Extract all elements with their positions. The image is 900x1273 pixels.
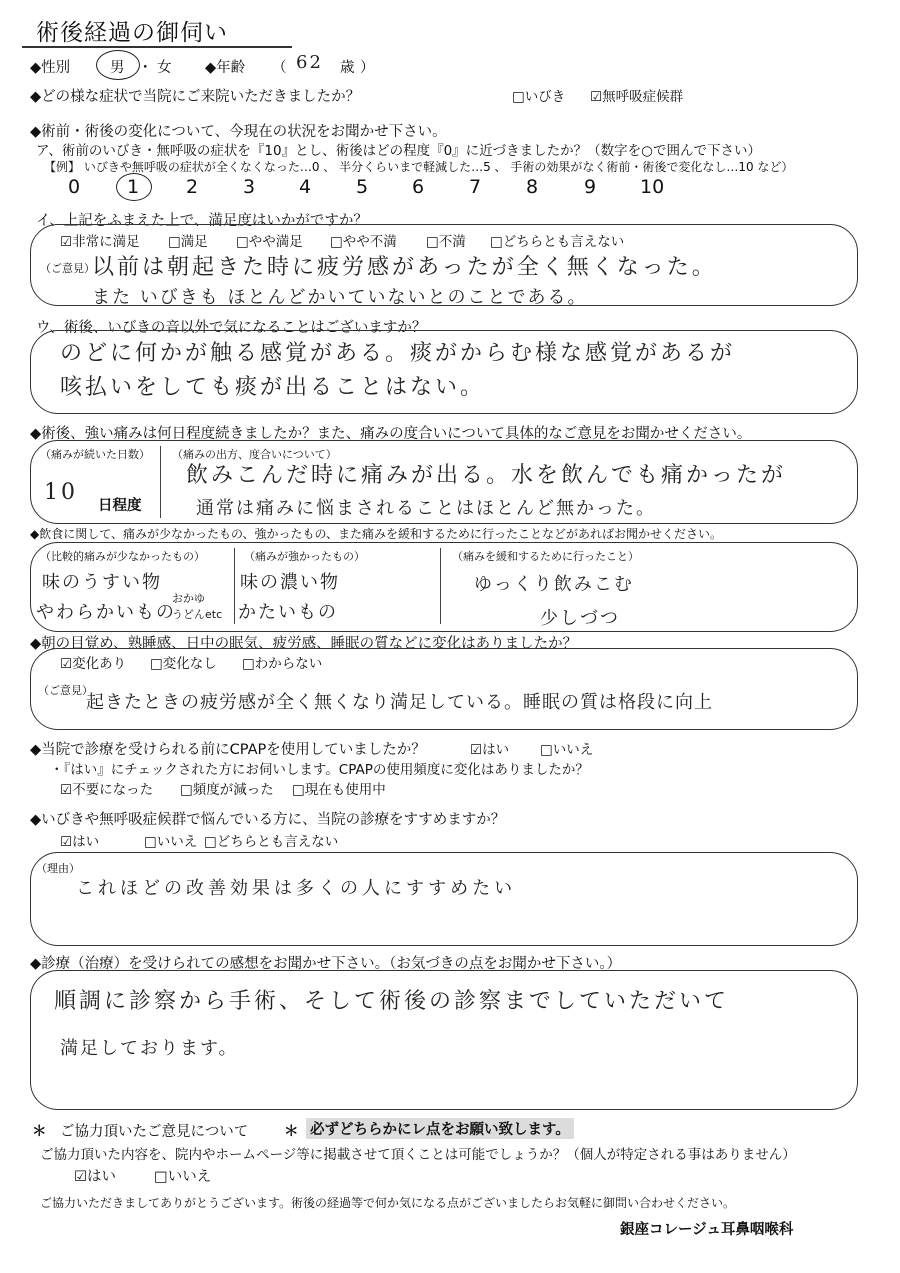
age-label: ◆年齢 (205, 60, 246, 76)
scale-option-0[interactable]: 0 (68, 176, 81, 198)
q10-answer-line2[interactable]: 満足しております。 (60, 1038, 239, 1059)
q5-divider (160, 446, 161, 518)
q9-option[interactable]: ☑はい (60, 834, 100, 850)
q8-sub-option[interactable]: □頻度が減った (180, 782, 274, 798)
q1-snoring-checkbox[interactable]: □いびき (512, 89, 566, 105)
q7-option[interactable]: ☑変化あり (60, 656, 127, 672)
q8-question: ◆当院で診療を受けられる前にCPAPを使用していましたか？ (30, 742, 426, 758)
q10-question: ◆診療（治療）を受けられての感想をお聞かせ下さい。（お気づきの点をお聞かせ下さい。） (30, 956, 622, 972)
q5-days-label: （痛みが続いた日数） (40, 448, 150, 461)
q6-col2-label: （痛みが強かったもの） (244, 550, 365, 563)
q5-days-unit: 日程度 (98, 498, 142, 514)
q3-option[interactable]: ☑非常に満足 (60, 234, 140, 250)
scale-option-2[interactable]: 2 (186, 176, 199, 198)
consent-question: ご協力頂いた内容を、院内やホームページ等に掲載させて頂くことは可能でしょうか？（個人が特定される事はありません） (40, 1147, 796, 1163)
sex-separator: ・ (138, 60, 153, 76)
q3-opinion-label: （ご意見） (40, 262, 95, 275)
q6-col2-answer-a[interactable]: 味の濃い物 (240, 572, 340, 593)
q8-yes-checkbox[interactable]: ☑はい (470, 742, 510, 758)
q6-divider-1 (234, 548, 235, 624)
selection-circle (96, 50, 140, 80)
consent-no-checkbox[interactable]: □いいえ (154, 1169, 212, 1185)
q6-divider-2 (440, 548, 441, 624)
q4-question: ウ、術後、いびきの音以外で気になることはございますか？ (36, 320, 427, 336)
q8-sub-option[interactable]: □現在も使用中 (292, 782, 386, 798)
q6-col1-answer-c[interactable]: おかゆ (172, 592, 205, 605)
q3-option[interactable]: □やや不満 (330, 234, 397, 250)
q6-col1-answer-d[interactable]: うどんetc (172, 608, 223, 621)
scale-option-4[interactable]: 4 (299, 176, 312, 198)
q7-option[interactable]: □わからない (242, 656, 323, 672)
q4-answer-line2[interactable]: 咳払いをしても痰が出ることはない。 (60, 375, 486, 400)
q3-question: イ、上記をふまえた上で、満足度はいかがですか？ (36, 213, 368, 229)
title-underline (22, 46, 292, 48)
q8-no-checkbox[interactable]: □いいえ (540, 742, 594, 758)
q7-option[interactable]: □変化なし (150, 656, 217, 672)
q5-detail-label: （痛みの出方、度合いについて） (172, 448, 337, 461)
q3-option[interactable]: □不満 (426, 234, 466, 250)
q9-option[interactable]: □どちらとも言えない (204, 834, 339, 850)
q6-col2-answer-b[interactable]: かたいもの (238, 602, 338, 623)
scale-option-6[interactable]: 6 (412, 176, 425, 198)
q3-answer-line2[interactable]: また いびきも ほとんどかいていないとのことである。 (92, 287, 588, 308)
q6-col1-answer-a[interactable]: 味のうすい物 (42, 572, 162, 593)
q9-option[interactable]: □いいえ (144, 834, 198, 850)
q4-answer-line1[interactable]: のどに何かが触る感覚がある。痰がからむ様な感覚があるが (60, 341, 736, 366)
consent-heading: ご協力頂いたご意見について (60, 1124, 249, 1140)
q3-option[interactable]: □満足 (168, 234, 208, 250)
consent-star: ＊ (284, 1124, 299, 1140)
q7-answer[interactable]: 起きたときの疲労感が全く無くなり満足している。睡眠の質は格段に向上 (86, 692, 713, 713)
sex-female-option[interactable]: 女 (157, 60, 172, 76)
q2-example: 【例】 いびきや無呼吸の症状が全くなくなった…0 、 半分くらいまで軽減した…5 、 手術の効果がなく術前・術後で変化なし…10 など） (44, 160, 794, 174)
scale-option-3[interactable]: 3 (243, 176, 256, 198)
q9-question: ◆いびきや無呼吸症候群で悩んでいる方に、当院の診療をすすめますか？ (30, 812, 506, 828)
q6-question: ◆飲食に関して、痛みが少なかったもの、強かったもの、また痛みを緩和するために行ったことなどがあればお聞かせください。 (30, 527, 723, 541)
q5-question: ◆術後、強い痛みは何日程度続きましたか？また、痛みの度合いについて具体的なご意見をお聞かせください。 (30, 426, 752, 442)
consent-star: ＊ (32, 1124, 47, 1140)
q5-answer-line2[interactable]: 通常は痛みに悩まされることはほとんど無かった。 (196, 498, 656, 519)
age-open-paren: （ (272, 60, 287, 76)
q9-reason-label: （理由） (36, 862, 80, 875)
sex-male-option[interactable]: 男 (110, 60, 125, 76)
q2-question: ◆術前・術後の変化について、今現在の状況をお聞かせ下さい。 (30, 124, 447, 140)
q3-answer-line1[interactable]: 以前は朝起きた時に疲労感があったが全く無くなった。 (92, 255, 717, 280)
q5-answer-line1[interactable]: 飲みこんだ時に痛みが出る。水を飲んでも痛かったが (186, 463, 787, 488)
sex-label: ◆性別 (30, 60, 71, 76)
q8-sub-option[interactable]: ☑不要になった (60, 782, 154, 798)
q6-col3-label: （痛みを緩和するために行ったこと） (452, 550, 639, 563)
q2-subquestion: ア、術前のいびき・無呼吸の症状を『10』とし、術後はどの程度『0』に近づきましたか？（数字を○で囲んで下さい） (36, 143, 761, 159)
q3-option[interactable]: □どちらとも言えない (490, 234, 625, 250)
q6-col1-answer-b[interactable]: やわらかいもの (36, 602, 176, 623)
scale-option-10[interactable]: 10 (640, 176, 665, 198)
consent-yes-checkbox[interactable]: ☑はい (74, 1169, 116, 1185)
q6-col1-label: （比較的痛みが少なかったもの） (40, 550, 205, 563)
clinic-name: 銀座コレージュ耳鼻咽喉科 (620, 1222, 794, 1238)
scale-option-7[interactable]: 7 (469, 176, 482, 198)
scale-selection-circle (116, 173, 152, 201)
q6-col3-answer-a[interactable]: ゆっくり飲みこむ (474, 574, 634, 595)
q9-answer[interactable]: これほどの改善効果は多くの人にすすめたい (76, 878, 517, 899)
q1-apnea-checkbox[interactable]: ☑無呼吸症候群 (590, 89, 684, 105)
page-title: 術後経過の御伺い (36, 20, 228, 46)
q7-question: ◆朝の目覚め、熟睡感、日中の眠気、疲労感、睡眠の質などに変化はありましたか？ (30, 636, 578, 652)
scale-option-5[interactable]: 5 (356, 176, 369, 198)
q3-option[interactable]: □やや満足 (236, 234, 303, 250)
q8-subquestion: ・『はい』にチェックされた方にお伺いします。CPAPの使用頻度に変化はありましたか？ (50, 762, 589, 778)
q10-answer-line1[interactable]: 順調に診察から手術、そして術後の診察までしていただいて (54, 989, 730, 1014)
age-close-paren: ） (360, 60, 375, 76)
scale-option-1[interactable]: 1 (127, 176, 140, 198)
q7-opinion-label: （ご意見） (38, 684, 93, 697)
q1-question: ◆どの様な症状で当院にご来院いただきましたか？ (30, 89, 361, 105)
q6-col3-answer-b[interactable]: 少しづつ (540, 608, 620, 629)
q5-days-value[interactable]: 10 (44, 480, 78, 505)
age-unit: 歳 (340, 60, 355, 76)
age-value[interactable]: 62 (296, 52, 323, 73)
scale-option-9[interactable]: 9 (584, 176, 597, 198)
consent-highlight: 必ずどちらかにレ点をお願い致します。 (306, 1118, 574, 1139)
scale-option-8[interactable]: 8 (526, 176, 539, 198)
thanks-text: ご協力いただきましてありがとうございます。術後の経過等で何か気になる点がございましたらお気軽に御問い合わせください。 (40, 1196, 736, 1210)
